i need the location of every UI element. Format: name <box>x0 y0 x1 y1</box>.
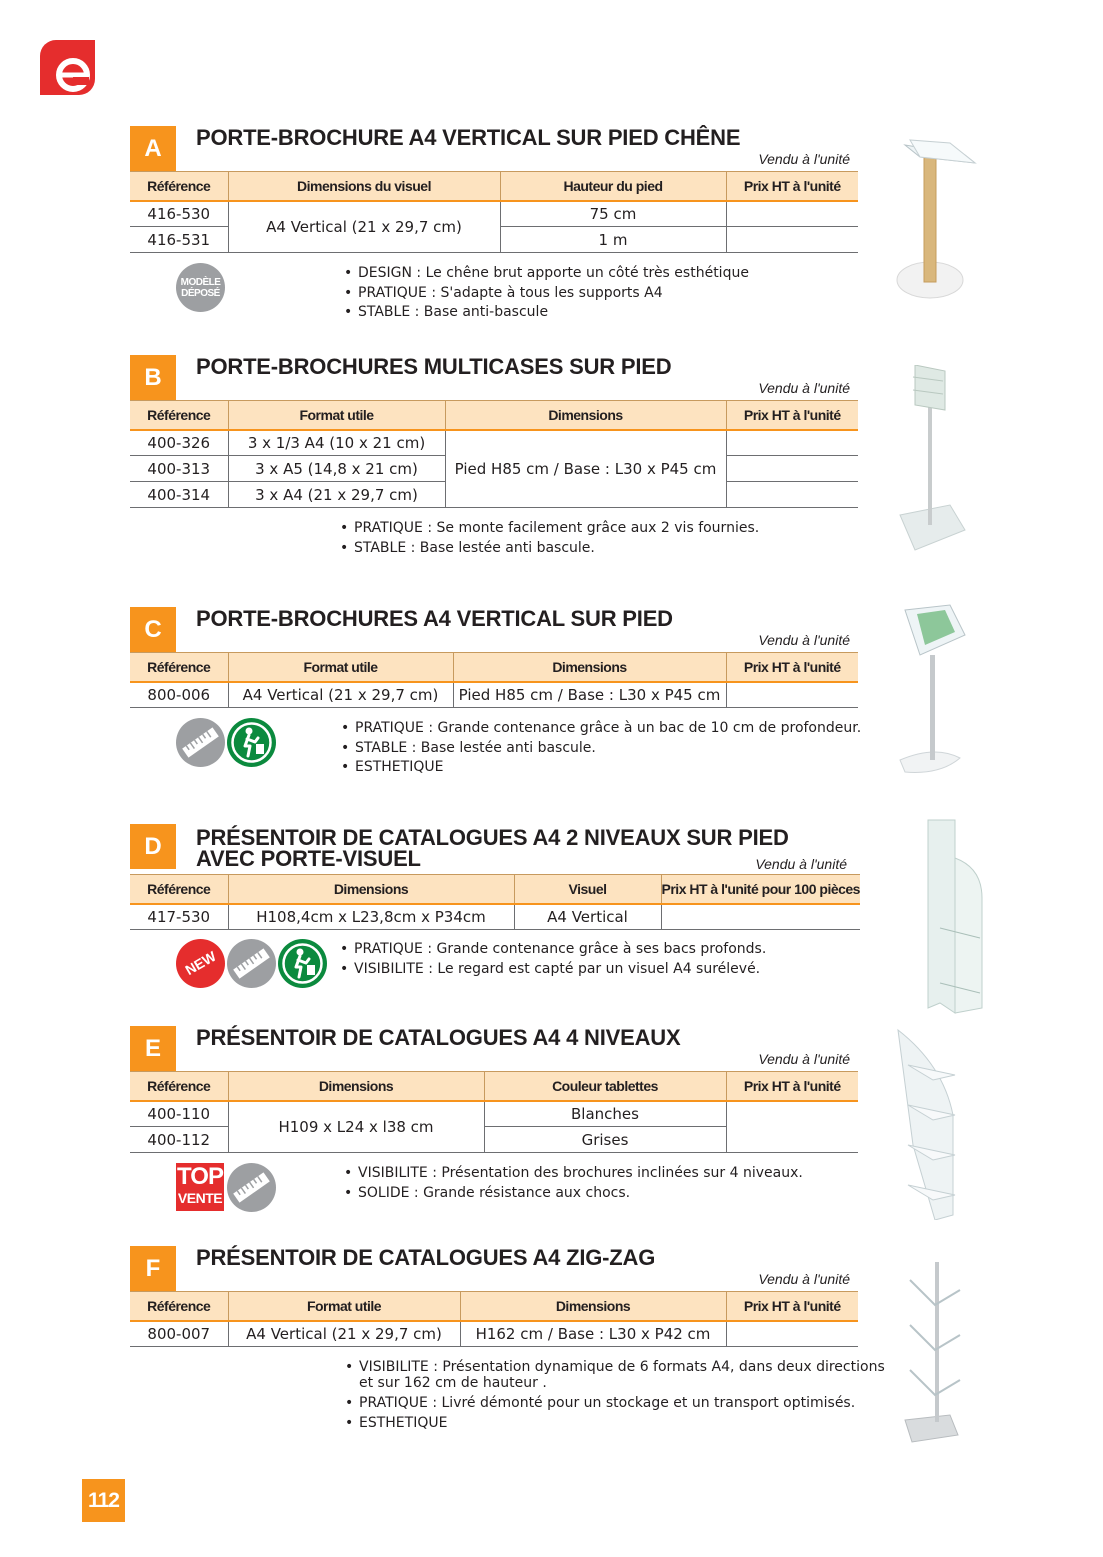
col-header-dimensions: Dimensions <box>228 875 514 904</box>
list-item: • DESIGN : Le chêne brut apporte un côté très esthétique <box>344 264 749 284</box>
dimension-badge <box>227 939 276 988</box>
ruler-icon <box>227 939 276 988</box>
section-title: PRÉSENTOIR DE CATALOGUES A4 2 NIVEAUX SUR PIED AVEC PORTE-VISUEL <box>196 825 789 871</box>
product-table <box>130 874 860 930</box>
cell-price <box>726 201 858 227</box>
cell-dimensions: Pied H85 cm / Base : L30 x P45 cm <box>453 682 726 708</box>
cell-price <box>726 456 858 482</box>
col-header-price: Prix HT à l'unité <box>726 1072 858 1101</box>
col-header-price: Prix HT à l'unité pour 100 pièces <box>661 875 860 904</box>
col-header-format: Format utile <box>228 1292 460 1321</box>
feature-list <box>341 719 861 778</box>
dimension-badge <box>176 718 225 767</box>
new-badge: NEW <box>176 939 225 988</box>
col-header-price: Prix HT à l'unité <box>726 1292 858 1321</box>
cell-reference: 416-531 <box>130 227 228 253</box>
cell-dimensions: H108,4cm x L23,8cm x P34cm <box>228 904 514 930</box>
modele-depose-badge: MODÈLE DÉPOSÉ <box>176 263 225 312</box>
product-image-a4-stand <box>895 600 975 775</box>
cell-format: 3 x A5 (14,8 x 21 cm) <box>228 456 445 482</box>
cell-format: A4 Vertical (21 x 29,7 cm) <box>228 1321 460 1347</box>
cell-reference: 416-530 <box>130 201 228 227</box>
table-row <box>130 201 858 227</box>
cell-reference: 400-326 <box>130 430 228 456</box>
col-header-price: Prix HT à l'unité <box>726 172 858 201</box>
col-header-dimensions: Dimensions <box>460 1292 726 1321</box>
product-image-4-level-stand <box>893 1025 973 1220</box>
product-image-oak-stand <box>890 135 980 305</box>
product-table <box>130 171 858 253</box>
cell-price <box>726 227 858 253</box>
col-header-dimensions: Dimensions <box>453 653 726 682</box>
list-item: • PRATIQUE : Se monte facilement grâce aux 2 vis fournies. <box>340 519 759 539</box>
cell-dimensions: H162 cm / Base : L30 x P42 cm <box>460 1321 726 1347</box>
col-header-price: Prix HT à l'unité <box>726 653 858 682</box>
cell-reference: 400-112 <box>130 1127 228 1153</box>
col-header-reference: Référence <box>130 172 228 201</box>
product-image-multicase-stand <box>895 365 970 555</box>
cell-dimensions: A4 Vertical (21 x 29,7 cm) <box>228 201 500 253</box>
cell-price <box>661 904 860 930</box>
list-item: • STABLE : Base lestée anti bascule. <box>341 739 861 759</box>
list-item: • PRATIQUE : Grande contenance grâce à ses bacs profonds. <box>340 940 766 960</box>
table-row <box>130 1321 858 1347</box>
sold-per-unit-label: Vendu à l'unité <box>758 1051 850 1067</box>
product-table <box>130 1291 858 1347</box>
section-title: PORTE-BROCHURES A4 VERTICAL SUR PIED <box>196 606 673 631</box>
feature-list <box>340 940 766 979</box>
cell-reference: 417-530 <box>130 904 228 930</box>
col-header-reference: Référence <box>130 401 228 430</box>
section-title: PORTE-BROCHURE A4 VERTICAL SUR PIED CHÊNE <box>196 125 741 150</box>
cell-price <box>726 682 858 708</box>
cell-height: 75 cm <box>500 201 726 227</box>
section-title: PORTE-BROCHURES MULTICASES SUR PIED <box>196 354 672 379</box>
brand-logo <box>40 40 95 95</box>
eco-badge <box>278 939 327 988</box>
cell-price <box>726 482 858 508</box>
cell-dimensions: Pied H85 cm / Base : L30 x P45 cm <box>445 430 726 508</box>
col-header-visuel: Visuel <box>514 875 661 904</box>
eco-badge <box>227 718 276 767</box>
cell-price <box>726 1321 858 1347</box>
section-title: PRÉSENTOIR DE CATALOGUES A4 ZIG-ZAG <box>196 1245 656 1270</box>
sold-per-unit-label: Vendu à l'unité <box>758 632 850 648</box>
list-item: • STABLE : Base anti-bascule <box>344 303 749 323</box>
col-header-dimensions: Dimensions <box>228 1072 484 1101</box>
cell-reference: 400-314 <box>130 482 228 508</box>
ruler-icon <box>176 718 225 767</box>
col-header-color: Couleur tablettes <box>484 1072 726 1101</box>
product-image-2-level-stand <box>920 818 990 1018</box>
product-table <box>130 400 858 508</box>
col-header-price: Prix HT à l'unité <box>726 401 858 430</box>
feature-list <box>344 264 749 323</box>
ruler-icon <box>227 1163 276 1212</box>
table-row <box>130 1101 858 1127</box>
col-header-format: Format utile <box>228 653 453 682</box>
cell-color: Grises <box>484 1127 726 1153</box>
col-header-reference: Référence <box>130 1072 228 1101</box>
table-row <box>130 430 858 456</box>
list-item: • ESTHETIQUE <box>345 1414 885 1434</box>
list-item: • SOLIDE : Grande résistance aux chocs. <box>344 1184 803 1204</box>
col-header-reference: Référence <box>130 875 228 904</box>
product-image-zigzag-stand <box>900 1260 965 1445</box>
list-item: • STABLE : Base lestée anti bascule. <box>340 539 759 559</box>
sold-per-unit-label: Vendu à l'unité <box>758 151 850 167</box>
section-letter: C <box>130 607 176 652</box>
cell-format: 3 x A4 (21 x 29,7 cm) <box>228 482 445 508</box>
list-item: • PRATIQUE : S'adapte à tous les supports A4 <box>344 284 749 304</box>
page-number: 112 <box>82 1479 125 1522</box>
list-item: • VISIBILITE : Présentation des brochures inclinées sur 4 niveaux. <box>344 1164 803 1184</box>
cell-visuel: A4 Vertical <box>514 904 661 930</box>
col-header-height: Hauteur du pied <box>500 172 726 201</box>
col-header-reference: Référence <box>130 1292 228 1321</box>
section-letter: E <box>130 1026 176 1071</box>
feature-list <box>345 1359 885 1433</box>
e-logo-icon <box>40 40 95 95</box>
cell-reference: 400-313 <box>130 456 228 482</box>
dimension-badge <box>227 1163 276 1212</box>
cell-color: Blanches <box>484 1101 726 1127</box>
cell-reference: 400-110 <box>130 1101 228 1127</box>
sold-per-unit-label: Vendu à l'unité <box>758 1271 850 1287</box>
section-letter: A <box>130 126 176 171</box>
list-item: • ESTHETIQUE <box>341 758 861 778</box>
cell-height: 1 m <box>500 227 726 253</box>
recycle-person-icon <box>278 939 327 988</box>
feature-list <box>344 1164 803 1203</box>
product-table <box>130 1071 858 1153</box>
cell-price <box>726 1101 858 1153</box>
col-header-reference: Référence <box>130 653 228 682</box>
col-header-dimensions: Dimensions du visuel <box>228 172 500 201</box>
section-letter: D <box>130 824 176 869</box>
section-letter: B <box>130 355 176 400</box>
table-row <box>130 682 858 708</box>
sold-per-unit-label: Vendu à l'unité <box>758 380 850 396</box>
list-item: • PRATIQUE : Livré démonté pour un stockage et un transport optimisés. <box>345 1394 885 1414</box>
section-letter: F <box>130 1246 176 1291</box>
section-title: PRÉSENTOIR DE CATALOGUES A4 4 NIVEAUX <box>196 1025 681 1050</box>
list-item: • PRATIQUE : Grande contenance grâce à un bac de 10 cm de profondeur. <box>341 719 861 739</box>
recycle-person-icon <box>227 718 276 767</box>
cell-dimensions: H109 x L24 x l38 cm <box>228 1101 484 1153</box>
col-header-dimensions: Dimensions <box>445 401 726 430</box>
cell-reference: 800-007 <box>130 1321 228 1347</box>
top-vente-badge: TOP VENTE <box>176 1163 224 1211</box>
col-header-format: Format utile <box>228 401 445 430</box>
cell-price <box>726 430 858 456</box>
cell-format: 3 x 1/3 A4 (10 x 21 cm) <box>228 430 445 456</box>
product-table <box>130 652 858 708</box>
sold-per-unit-label: Vendu à l'unité <box>755 856 847 872</box>
cell-format: A4 Vertical (21 x 29,7 cm) <box>228 682 453 708</box>
table-row <box>130 904 860 930</box>
feature-list <box>340 519 759 558</box>
list-item: • VISIBILITE : Le regard est capté par un visuel A4 surélevé. <box>340 960 766 980</box>
list-item: • VISIBILITE : Présentation dynamique de 6 formats A4, dans deux directions et sur 162 cm de hauteur . <box>345 1359 885 1391</box>
cell-reference: 800-006 <box>130 682 228 708</box>
